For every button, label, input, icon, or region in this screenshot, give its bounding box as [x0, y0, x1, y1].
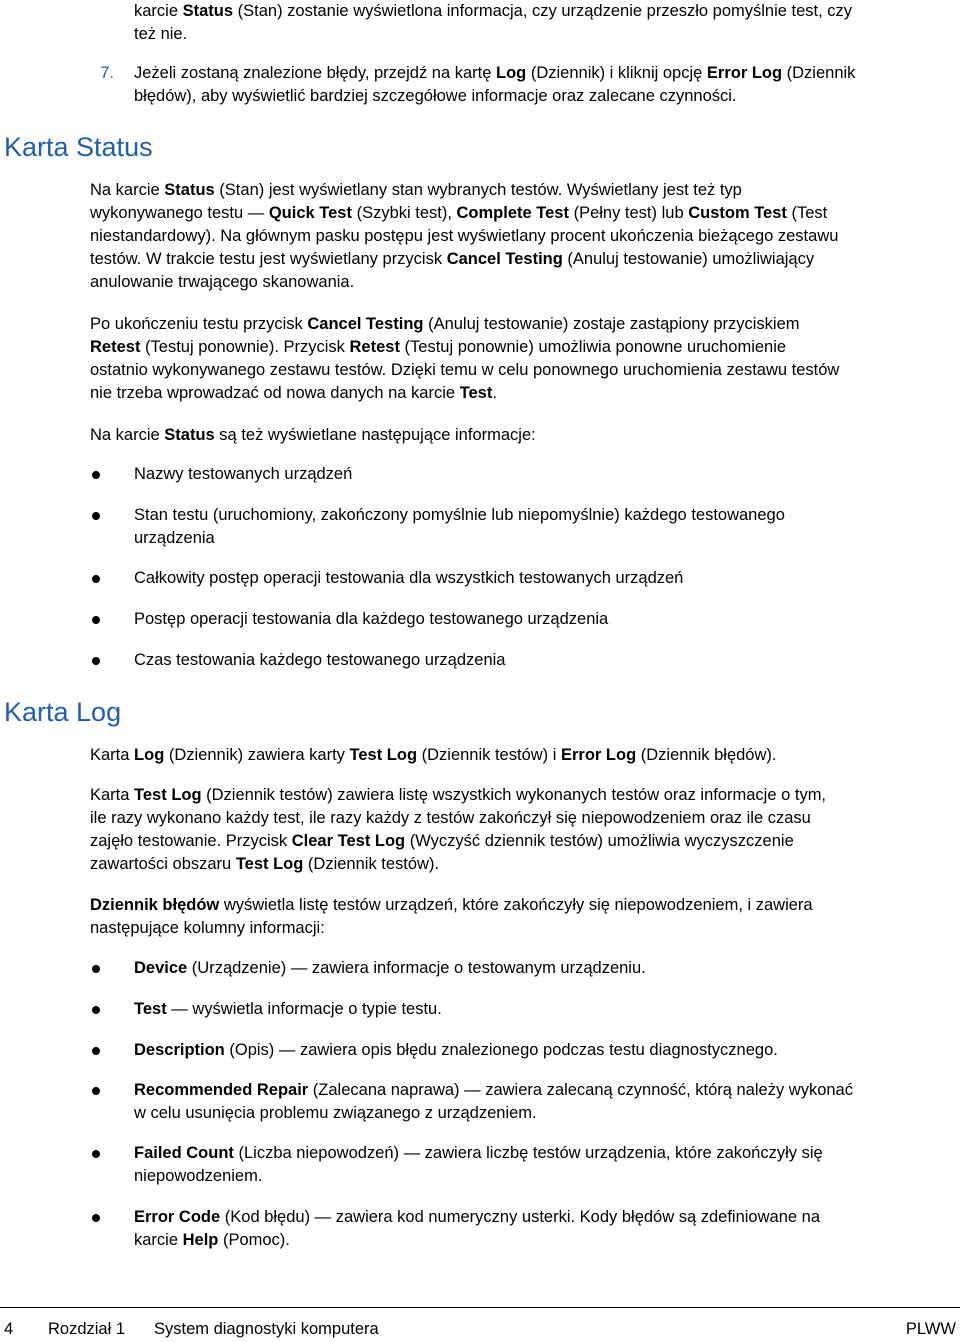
- bullet-icon: [92, 1150, 100, 1158]
- text-line: Retest (Testuj ponownie). Przycisk Retest (Testuj ponownie) umożliwia ponowne uruchomienie: [90, 338, 787, 356]
- text-line: karcie Status (Stan) zostanie wyświetlona informacja, czy urządzenie przeszło pomyślnie test, czy: [134, 2, 853, 20]
- list-item: [134, 649, 960, 672]
- text-line: urządzenia: [134, 529, 215, 547]
- list-item: [134, 1039, 960, 1062]
- text-line: wykonywanego testu — Quick Test (Szybki test), Complete Test (Pełny test) lub Custom Test (Test: [90, 204, 828, 222]
- bold-term: Quick Test: [268, 204, 352, 222]
- list-item: [134, 1206, 960, 1252]
- text-line: Device (Urządzenie) — zawiera informacje o testowanym urządzeniu.: [134, 959, 646, 977]
- text-line: też nie.: [134, 25, 188, 43]
- text-line: Description (Opis) — zawiera opis błędu znalezionego podczas testu diagnostycznego.: [134, 1041, 778, 1059]
- bullet-icon: [92, 616, 100, 624]
- list-item: [134, 608, 960, 631]
- text-line: ile razy wykonano każdy test, ile razy każdy z testów zakończył się niepowodzeniem oraz ile czasu: [90, 809, 811, 827]
- bold-term: Custom Test: [688, 204, 787, 222]
- bold-term: Cancel Testing: [307, 315, 424, 333]
- bold-term: Help: [182, 1231, 219, 1249]
- list-item: [134, 504, 960, 550]
- bullet-icon: [92, 512, 100, 520]
- text-line: Karta Log (Dziennik) zawiera karty Test Log (Dziennik testów) i Error Log (Dziennik błędów).: [90, 746, 777, 764]
- text-line: Recommended Repair (Zalecana naprawa) — zawiera zalecaną czynność, którą należy wykonać: [134, 1081, 853, 1099]
- bold-term: Test Log: [235, 855, 304, 873]
- text-line: Postęp operacji testowania dla każdego testowanego urządzenia: [134, 610, 609, 628]
- bullet-icon: [92, 1047, 100, 1055]
- text-line: Failed Count (Liczba niepowodzeń) — zawiera liczbę testów urządzenia, które zakończyły się: [134, 1144, 823, 1162]
- text-line: w celu usunięcia problemu związanego z urządzeniem.: [134, 1104, 537, 1122]
- step-number: 7.: [100, 64, 114, 82]
- bullet-icon: [92, 657, 100, 665]
- bold-term: Failed Count: [134, 1144, 234, 1162]
- bold-term: Complete Test: [456, 204, 569, 222]
- bullet-icon: [92, 965, 100, 973]
- bold-term: Retest: [349, 338, 400, 356]
- text-line: Czas testowania każdego testowanego urządzenia: [134, 651, 506, 669]
- bold-term: Status: [182, 2, 234, 20]
- bold-term: Log: [134, 746, 165, 764]
- log-paragraph-1: [90, 744, 960, 767]
- footer-rule: [0, 1307, 960, 1308]
- text-line: Dziennik błędów wyświetla listę testów urządzeń, które zakończyły się niepowodzeniem, i zawiera: [90, 896, 813, 914]
- text-line: ostatnio wykonywanego zestawu testów. Dzięki temu w celu ponownego uruchomienia zestawu testów: [90, 361, 840, 379]
- chapter-title: System diagnostyki komputera: [154, 1320, 379, 1338]
- list-item: [134, 1142, 960, 1188]
- bold-term: Status: [164, 426, 215, 444]
- bold-term: Device: [134, 959, 188, 977]
- bold-term: Description: [134, 1041, 225, 1059]
- section-heading-log: Karta Log: [4, 697, 122, 727]
- text-line: Nazwy testowanych urządzeń: [134, 465, 353, 483]
- bold-term: Test Log: [349, 746, 418, 764]
- bold-term: Error Code: [134, 1208, 221, 1226]
- bold-term: Test Log: [134, 786, 202, 804]
- text-line: Error Code (Kod błędu) — zawiera kod numeryczny usterki. Kody błędów są zdefiniowane na: [134, 1208, 820, 1226]
- text-line: karcie Help (Pomoc).: [134, 1231, 290, 1249]
- bold-term: Status: [164, 181, 215, 199]
- status-paragraph-3: [90, 424, 960, 447]
- page-number: 4: [4, 1320, 14, 1338]
- text-line: niepowodzeniem.: [134, 1167, 263, 1185]
- list-item: [134, 567, 960, 590]
- text-line: Po ukończeniu testu przycisk Cancel Testing (Anuluj testowanie) zostaje zastąpiony przyciskiem: [90, 315, 800, 333]
- bold-term: Test: [459, 384, 493, 402]
- bullet-icon: [92, 1087, 100, 1095]
- text-line: zajęło testowanie. Przycisk Clear Test Log (Wyczyść dziennik testów) umożliwia wyczyszczenie: [90, 832, 794, 850]
- text-line: nie trzeba wprowadzać od nowa danych na karcie Test.: [90, 384, 497, 402]
- text-line: Całkowity postęp operacji testowania dla wszystkich testowanych urządzeń: [134, 569, 684, 587]
- step-7-text: [134, 62, 960, 108]
- text-line: następujące kolumny informacji:: [90, 919, 325, 937]
- list-item: [134, 957, 960, 980]
- bold-term: Log: [496, 64, 527, 82]
- text-line: Test — wyświetla informacje o typie testu.: [134, 1000, 442, 1018]
- text-line: testów. W trakcie testu jest wyświetlany przycisk Cancel Testing (Anuluj testowanie) umożliwiający: [90, 250, 815, 268]
- log-paragraph-3: [90, 894, 960, 940]
- status-paragraph-2: [90, 313, 960, 405]
- text-line: Karta Test Log (Dziennik testów) zawiera listę wszystkich wykonanych testów oraz informacje o tym,: [90, 786, 827, 804]
- bold-term: Dziennik błędów: [90, 896, 220, 914]
- status-paragraph-1: [90, 179, 960, 294]
- list-item: [134, 998, 960, 1021]
- log-paragraph-2: [90, 784, 960, 876]
- bold-term: Error Log: [561, 746, 637, 764]
- section-heading-status: Karta Status: [4, 132, 153, 162]
- bold-term: Error Log: [706, 64, 783, 82]
- bullet-icon: [92, 575, 100, 583]
- bullet-icon: [92, 471, 100, 479]
- text-line: Na karcie Status są też wyświetlane następujące informacje:: [90, 426, 536, 444]
- text-line: Jeżeli zostaną znalezione błędy, przejdź na kartę Log (Dziennik) i kliknij opcję Error Log (Dziennik: [134, 64, 856, 82]
- bullet-icon: [92, 1006, 100, 1014]
- text-line: Stan testu (uruchomiony, zakończony pomyślnie lub niepomyślnie) każdego testowanego: [134, 506, 785, 524]
- bullet-icon: [92, 1214, 100, 1222]
- chapter-label: Rozdział 1: [48, 1320, 126, 1338]
- list-item: [134, 463, 960, 486]
- bold-term: Clear Test Log: [291, 832, 406, 850]
- bold-term: Recommended Repair: [134, 1081, 309, 1099]
- intro-text: [134, 0, 960, 46]
- text-line: Na karcie Status (Stan) jest wyświetlany stan wybranych testów. Wyświetlany jest też typ: [90, 181, 742, 199]
- text-line: anulowanie trwającego skanowania.: [90, 273, 355, 291]
- text-line: niestandardowy). Na głównym pasku postępu jest wyświetlany procent ukończenia bieżącego zestawu: [90, 227, 839, 245]
- bold-term: Cancel Testing: [446, 250, 563, 268]
- bold-term: Test: [134, 1000, 167, 1018]
- text-line: zawartości obszaru Test Log (Dziennik testów).: [90, 855, 440, 873]
- text-line: błędów), aby wyświetlić bardziej szczegółowe informacje oraz zalecane czynności.: [134, 87, 737, 105]
- document-code: PLWW: [905, 1320, 956, 1338]
- bold-term: Retest: [90, 338, 141, 356]
- list-item: [134, 1079, 960, 1125]
